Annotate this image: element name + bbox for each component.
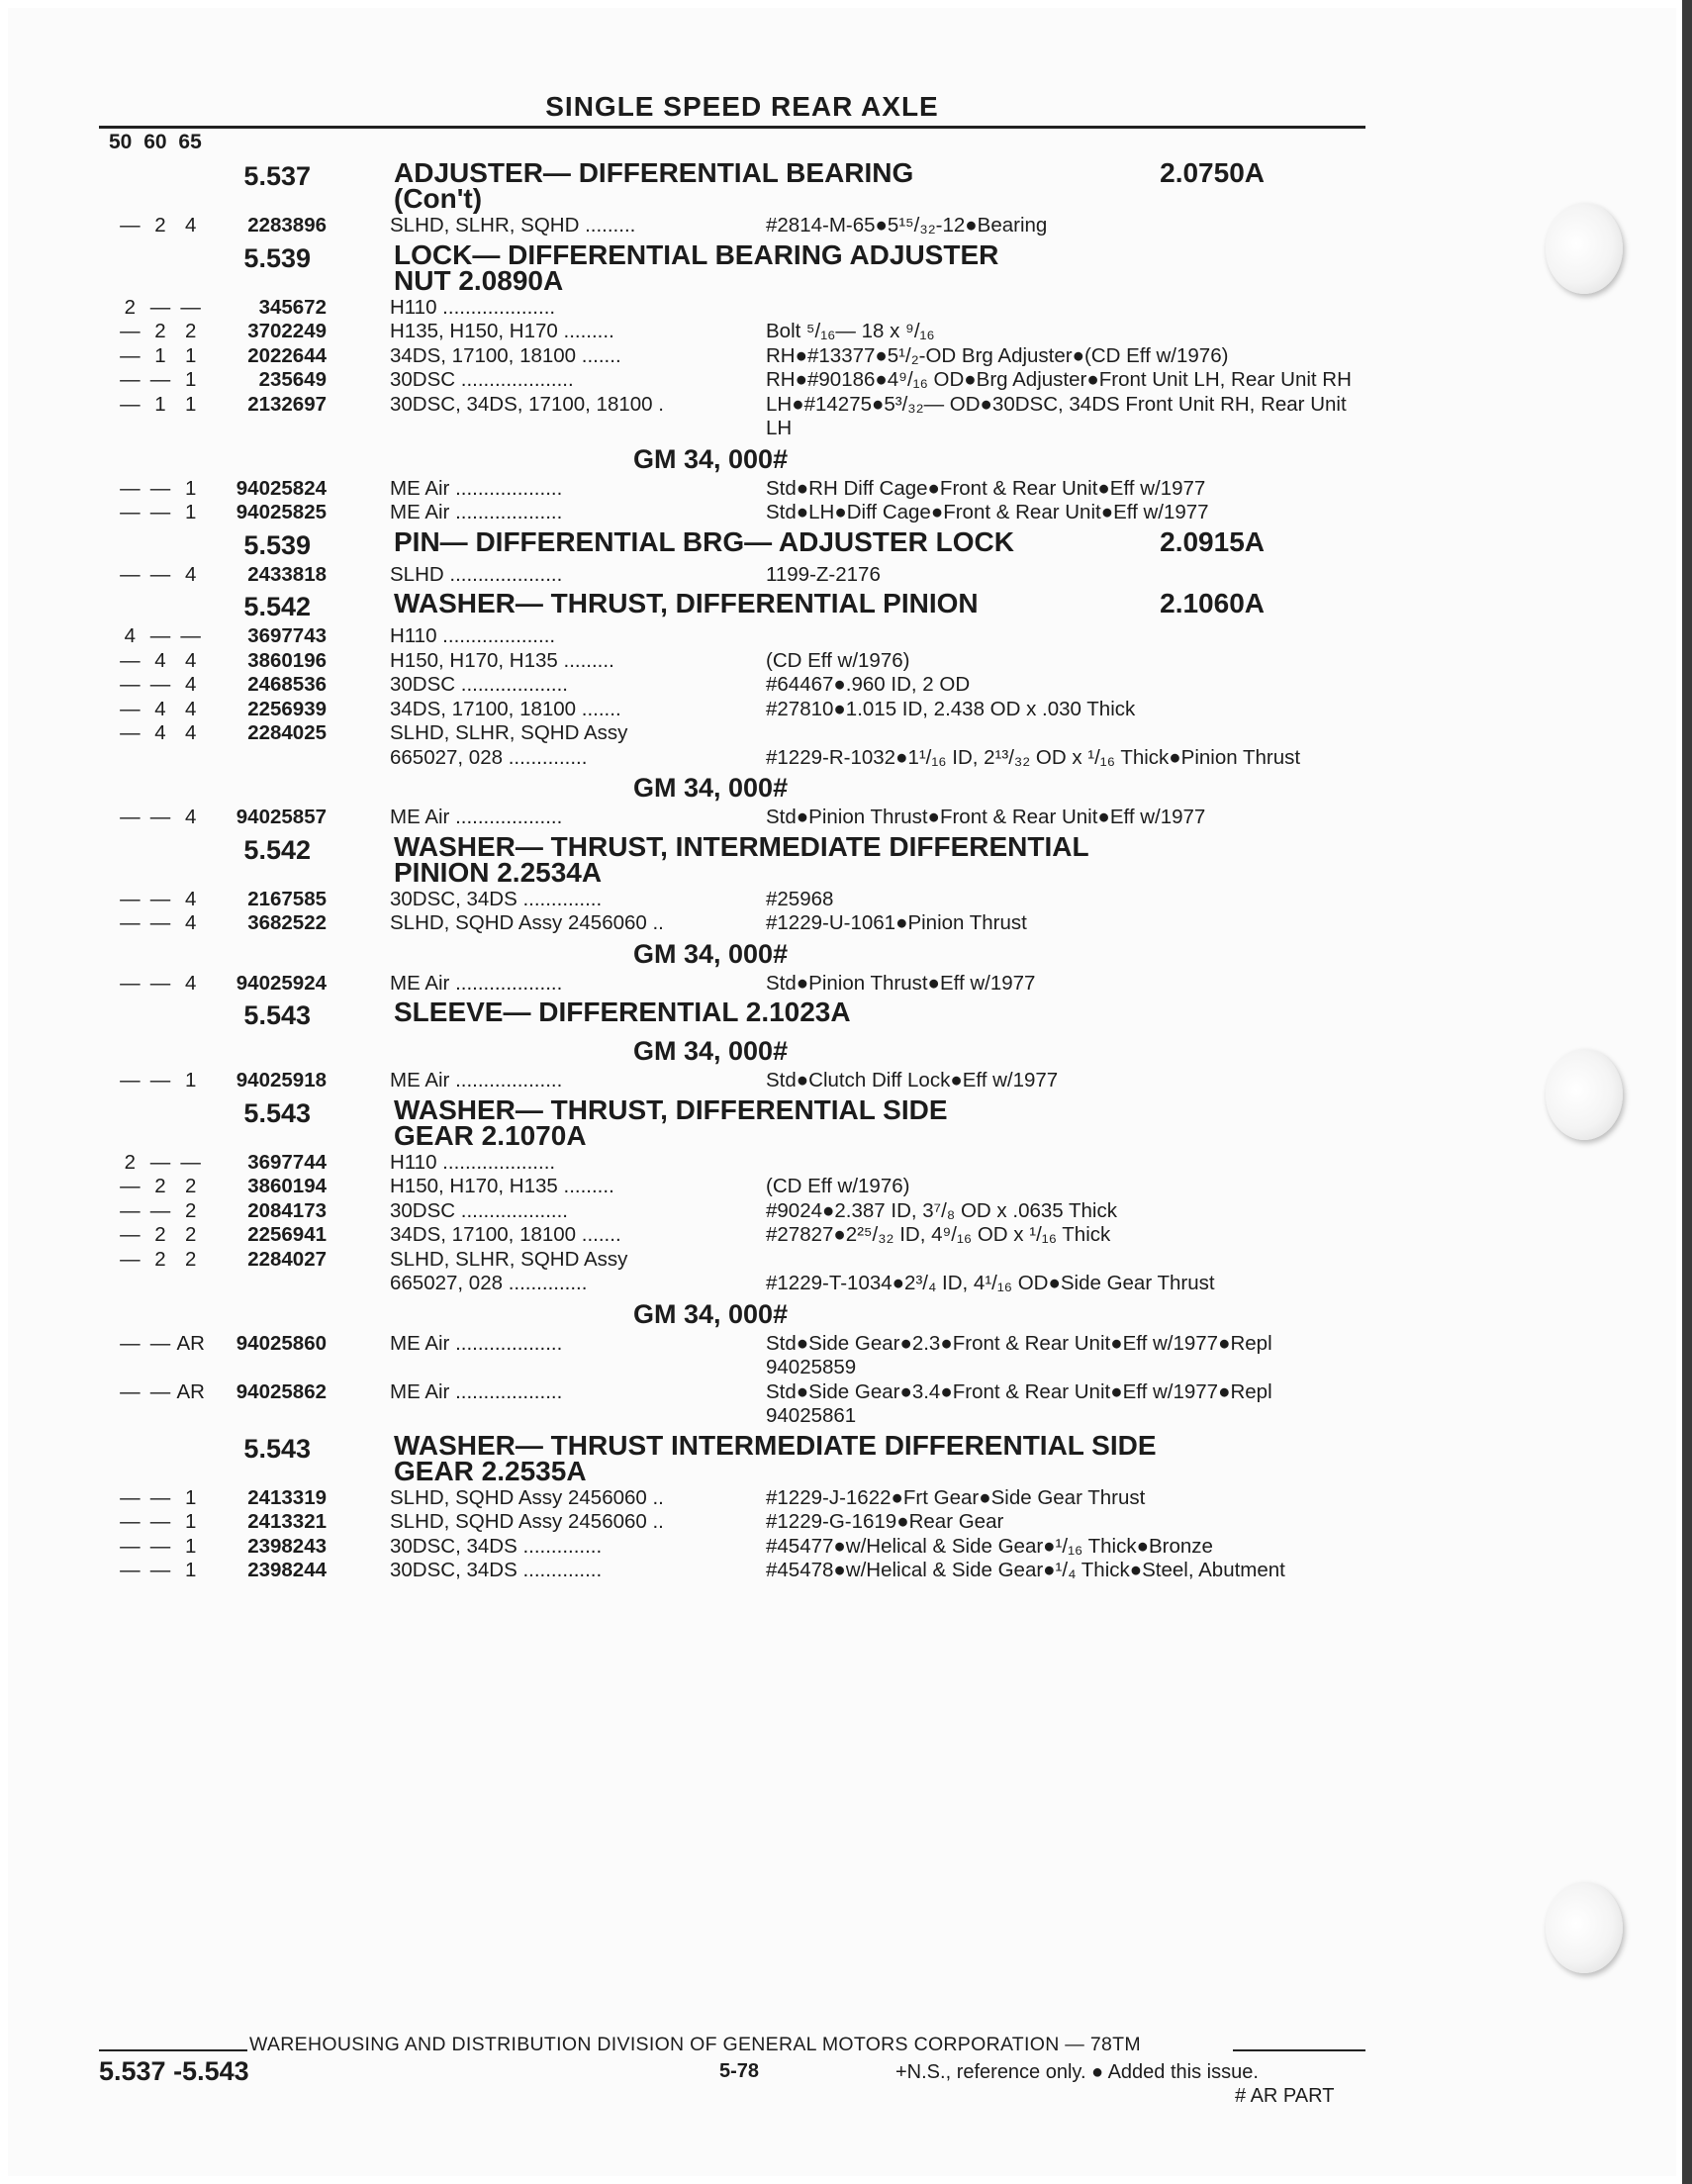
quantity-cell: —	[120, 697, 141, 720]
quantity-cell: —	[120, 320, 141, 342]
application: 30DSC ...................	[390, 673, 568, 696]
section-header	[0, 156, 1385, 214]
part-row	[0, 806, 1385, 830]
part-row	[0, 344, 1385, 369]
section-title-line1: SLEEVE— DIFFERENTIAL 2.1023A	[394, 997, 851, 1027]
part-row	[0, 1248, 1385, 1273]
footer-rule	[1233, 2049, 1365, 2051]
section-block	[0, 587, 1385, 830]
section-title-line1: WASHER— THRUST, DIFFERENTIAL PINION	[394, 588, 979, 618]
footer-section-range: 5.537 -5.543	[99, 2056, 249, 2086]
part-number: 3860194	[247, 1175, 327, 1197]
application: H135, H150, H170 .........	[390, 320, 614, 342]
section-number: 5.539	[243, 242, 311, 273]
quantity-cell: 1	[154, 343, 166, 367]
part-description: #1229-R-1032●1¹/₁₆ ID, 2¹³/₃₂ OD x ¹/₁₆ Thick●Pinion Thrust	[766, 745, 1301, 769]
application: SLHD ....................	[390, 562, 563, 586]
part-description: #2814-M-65●5¹⁵/₃₂-12●Bearing	[766, 214, 1048, 237]
quantity-cell: 1	[184, 368, 197, 391]
part-description	[766, 1248, 1360, 1273]
part-number: 94025862	[235, 1379, 327, 1403]
part-row	[0, 624, 1385, 649]
quantity-cell: 4	[184, 648, 197, 672]
quantity-cell: 1	[184, 476, 197, 500]
quantity-cell: —	[149, 368, 171, 391]
application: H110 ....................	[390, 624, 556, 647]
section-title-line1: WASHER— THRUST, DIFFERENTIAL SIDE	[394, 1093, 948, 1125]
part-row	[0, 1223, 1385, 1248]
part-number: 3860196	[247, 648, 327, 672]
part-number: 345672	[258, 295, 327, 319]
quantity-cell: —	[120, 673, 141, 696]
quantity-cell: 4	[154, 648, 166, 672]
part-description: LH●#14275●5³/₃₂— OD●30DSC, 34DS Front Unit RH, Rear Unit LH	[766, 392, 1347, 439]
quantity-cell: 2	[184, 1223, 197, 1246]
quantity-cell: —	[120, 721, 141, 744]
quantity-cell: 1	[184, 343, 197, 367]
footer-rule	[99, 2049, 247, 2051]
part-row	[0, 477, 1385, 502]
part-number: 94025918	[235, 1069, 327, 1092]
part-row	[0, 888, 1385, 912]
quantity-cell: —	[149, 887, 171, 910]
part-row	[0, 1559, 1385, 1583]
application: 30DSC, 34DS ..............	[390, 887, 603, 910]
quantity-cell: 4	[154, 721, 166, 744]
section-block	[0, 1429, 1385, 1583]
quantity-cell: —	[149, 1379, 171, 1403]
part-description: #64467●.960 ID, 2 OD	[766, 673, 971, 696]
part-description: Std●RH Diff Cage●Front & Rear Unit●Eff w/1977	[766, 476, 1206, 500]
quantity-cell: 1	[184, 1534, 197, 1558]
quantity-cell: 1	[184, 392, 197, 416]
application: 30DSC ...................	[390, 1198, 568, 1222]
quantity-cell: —	[149, 911, 171, 934]
quantity-cell: 1	[184, 1485, 197, 1509]
title-rule	[99, 126, 1365, 129]
binder-hole	[1546, 1882, 1623, 1973]
quantity-cell	[115, 746, 145, 771]
part-number: 235649	[258, 368, 327, 391]
quantity-cell: 2	[154, 1247, 166, 1271]
section-number: 5.542	[243, 834, 311, 865]
part-description	[766, 296, 1360, 321]
section-reference: 2.1060A	[1160, 588, 1265, 618]
quantity-cell: —	[149, 971, 171, 995]
quantity-cell: —	[149, 501, 171, 523]
quantity-cell: —	[120, 1534, 141, 1558]
part-row	[0, 1272, 1385, 1296]
section-title	[394, 1093, 1265, 1151]
part-number: 2132697	[247, 392, 327, 416]
application: H150, H170, H135 .........	[390, 1175, 614, 1197]
page-title: SINGLE SPEED REAR AXLE	[545, 91, 939, 122]
part-number: 2398244	[247, 1559, 327, 1581]
part-description: #27810●1.015 ID, 2.438 OD x .030 Thick	[766, 697, 1136, 720]
section-block	[0, 238, 1385, 525]
application: ME Air ...................	[390, 1379, 563, 1403]
section-title	[394, 238, 1265, 296]
quantity-cell	[115, 1272, 145, 1296]
quantity-cell: —	[120, 392, 141, 416]
quantity-cell: —	[120, 971, 141, 995]
quantity-cell: —	[120, 1069, 141, 1092]
section-header	[0, 525, 1385, 563]
part-row	[0, 698, 1385, 722]
gvw-subheading: GM 34, 000#	[633, 938, 789, 969]
quantity-cell: 2	[154, 320, 166, 342]
quantity-cell: 1	[184, 1559, 197, 1581]
section-title-line2: GEAR 2.1070A	[394, 1119, 587, 1151]
quantity-cell: —	[149, 1069, 171, 1092]
gvw-subheading: GM 34, 000#	[633, 443, 789, 474]
application: 34DS, 17100, 18100 .......	[390, 1223, 621, 1246]
section-block	[0, 830, 1385, 997]
application: 34DS, 17100, 18100 .......	[390, 343, 621, 367]
quantity-cell: —	[120, 368, 141, 391]
application: ME Air ...................	[390, 806, 563, 828]
application: SLHD, SQHD Assy 2456060 ..	[390, 911, 664, 934]
part-row	[0, 501, 1385, 525]
footer-publisher: WAREHOUSING AND DISTRIBUTION DIVISION OF GENERAL MOTORS CORPORATION — 78TM	[249, 2034, 1141, 2055]
application: 665027, 028 ..............	[390, 745, 588, 769]
quantity-cell: —	[120, 1379, 141, 1403]
quantity-cell: —	[180, 295, 201, 319]
application: 30DSC ....................	[390, 368, 574, 391]
quantity-cell: 4	[184, 806, 197, 828]
quantity-cell: 4	[184, 721, 197, 744]
parts-list	[0, 156, 1385, 1583]
quantity-cell: 2	[124, 295, 137, 319]
quantity-cell: —	[120, 214, 141, 237]
application: 30DSC, 34DS ..............	[390, 1559, 603, 1581]
section-title	[394, 1429, 1265, 1486]
quantity-cell: —	[149, 624, 171, 647]
quantity-cell: 4	[154, 697, 166, 720]
part-number: 3697743	[247, 624, 327, 647]
binder-hole	[1546, 203, 1623, 294]
section-title	[394, 588, 1265, 618]
part-description: Std●LH●Diff Cage●Front & Rear Unit●Eff w/1977	[766, 501, 1209, 523]
section-header	[0, 1429, 1385, 1486]
part-description: RH●#90186●4⁹/₁₆ OD●Brg Adjuster●Front Unit LH, Rear Unit RH	[766, 368, 1352, 391]
part-number: 94025825	[235, 501, 327, 523]
application: ME Air ...................	[390, 501, 563, 523]
part-number: 2468536	[247, 673, 327, 696]
part-number: 94025857	[235, 806, 327, 828]
gvw-subheading: GM 34, 000#	[633, 773, 789, 803]
section-header	[0, 238, 1385, 296]
section-header	[0, 1093, 1385, 1151]
part-number: 2284025	[247, 721, 327, 744]
part-description: #1229-J-1622●Frt Gear●Side Gear Thrust	[766, 1485, 1146, 1509]
section-title-line2: GEAR 2.2535A	[394, 1455, 587, 1486]
section-block	[0, 996, 1385, 1093]
part-number: 2413321	[247, 1510, 327, 1533]
part-row	[0, 1535, 1385, 1560]
part-number	[168, 1272, 390, 1296]
quantity-cell: —	[120, 562, 141, 586]
quantity-cell: —	[120, 1247, 141, 1271]
part-row	[0, 1199, 1385, 1224]
quantity-cell: 1	[184, 1069, 197, 1092]
section-reference: 2.0750A	[1160, 157, 1265, 188]
part-number: 2256939	[247, 697, 327, 720]
part-description: #1229-T-1034●2³/₄ ID, 4¹/₁₆ OD●Side Gear Thrust	[766, 1272, 1215, 1294]
part-row	[0, 1510, 1385, 1535]
quantity-cell: —	[120, 911, 141, 934]
part-number: 2022644	[247, 343, 327, 367]
part-row	[0, 649, 1385, 674]
quantity-cell: —	[120, 887, 141, 910]
part-number: 2167585	[247, 887, 327, 910]
footer-legend: +N.S., reference only. ● Added this issue.	[895, 2061, 1259, 2083]
part-description: #45477●w/Helical & Side Gear●¹/₁₆ Thick●Bronze	[766, 1534, 1213, 1558]
part-number: 2284027	[247, 1247, 327, 1271]
part-number: 2413319	[247, 1485, 327, 1509]
section-number: 5.543	[243, 1097, 311, 1128]
part-description: 1199-Z-2176	[766, 562, 881, 586]
section-block	[0, 156, 1385, 238]
quantity-cell: —	[149, 476, 171, 500]
part-number: 3697744	[247, 1150, 327, 1174]
section-title-line1: WASHER— THRUST, INTERMEDIATE DIFFERENTIAL	[394, 830, 1089, 862]
quantity-cell: 2	[184, 1175, 197, 1197]
quantity-cell: —	[120, 501, 141, 523]
section-title-line2: (Con't)	[394, 183, 483, 214]
quantity-cell: —	[149, 673, 171, 696]
binder-hole	[1546, 1049, 1623, 1140]
part-number: 2256941	[247, 1223, 327, 1246]
part-description: #25968	[766, 887, 834, 910]
section-title-line2: PINION 2.2534A	[394, 856, 603, 888]
part-row	[0, 1332, 1385, 1380]
part-number: 2398243	[247, 1534, 327, 1558]
part-description: #1229-U-1061●Pinion Thrust	[766, 911, 1027, 934]
model-year-columns: 50 60 65	[109, 131, 202, 153]
section-title-line1: LOCK— DIFFERENTIAL BEARING ADJUSTER	[394, 238, 999, 270]
part-row	[0, 1486, 1385, 1511]
quantity-cell: —	[149, 1150, 171, 1174]
application: H110 ....................	[390, 1150, 556, 1174]
part-description: Std●Pinion Thrust●Eff w/1977	[766, 971, 1036, 995]
part-number: 2433818	[247, 562, 327, 586]
part-number	[168, 746, 390, 771]
part-description: Bolt ⁵/₁₆— 18 x ⁹/₁₆	[766, 320, 935, 342]
application: 665027, 028 ..............	[390, 1272, 588, 1294]
section-number: 5.543	[243, 1000, 311, 1030]
part-row	[0, 1380, 1385, 1429]
quantity-cell: 2	[184, 1247, 197, 1271]
part-row	[0, 1151, 1385, 1176]
application: 30DSC, 34DS ..............	[390, 1534, 603, 1558]
section-block	[0, 525, 1385, 588]
application: SLHD, SQHD Assy 2456060 ..	[390, 1510, 664, 1533]
part-number: 94025824	[235, 476, 327, 500]
part-number: 3682522	[247, 911, 327, 934]
quantity-cell: 2	[154, 214, 166, 237]
part-number: 2084173	[247, 1198, 327, 1222]
section-block	[0, 1093, 1385, 1429]
quantity-cell: —	[120, 1331, 141, 1355]
quantity-cell: —	[120, 1485, 141, 1509]
part-description: RH●#13377●5¹/₂-OD Brg Adjuster●(CD Eff w/1976)	[766, 343, 1229, 367]
application: H150, H170, H135 .........	[390, 648, 614, 672]
part-description: (CD Eff w/1976)	[766, 648, 910, 672]
part-description: #9024●2.387 ID, 3⁷/₈ OD x .0635 Thick	[766, 1198, 1117, 1222]
section-number: 5.537	[243, 161, 311, 191]
quantity-cell: 2	[184, 1198, 197, 1222]
quantity-cell: 4	[184, 214, 197, 237]
part-number: 2283896	[247, 214, 327, 237]
quantity-cell: —	[149, 1331, 171, 1355]
section-title-line1: ADJUSTER— DIFFERENTIAL BEARING	[394, 157, 914, 188]
part-description: #45478●w/Helical & Side Gear●¹/₄ Thick●Steel, Abutment	[766, 1559, 1285, 1581]
part-row	[0, 563, 1385, 588]
quantity-cell: —	[120, 806, 141, 828]
application: ME Air ...................	[390, 476, 563, 500]
quantity-cell: 4	[184, 911, 197, 934]
quantity-cell: —	[149, 806, 171, 828]
part-row	[0, 296, 1385, 321]
part-number: 94025924	[235, 971, 327, 995]
part-description: Std●Clutch Diff Lock●Eff w/1977	[766, 1069, 1059, 1092]
quantity-cell: —	[149, 1559, 171, 1581]
application: ME Air ...................	[390, 1069, 563, 1092]
quantity-cell: —	[149, 562, 171, 586]
quantity-cell: 4	[184, 697, 197, 720]
application: ME Air ...................	[390, 1331, 563, 1355]
quantity-cell: 4	[184, 562, 197, 586]
part-description: Std●Side Gear●3.4●Front & Rear Unit●Eff w/1977●Repl 94025861	[766, 1379, 1272, 1427]
part-row	[0, 673, 1385, 698]
part-number: 3702249	[247, 320, 327, 342]
section-title-line1: WASHER— THRUST INTERMEDIATE DIFFERENTIAL SIDE	[394, 1429, 1157, 1461]
part-row	[0, 214, 1385, 238]
section-reference: 2.0915A	[1160, 525, 1265, 557]
quantity-cell: —	[120, 1223, 141, 1246]
part-description	[766, 1151, 1360, 1176]
part-row	[0, 746, 1385, 771]
footer-page-number: 5-78	[719, 2060, 760, 2082]
part-description	[766, 721, 1360, 746]
quantity-cell: —	[180, 624, 201, 647]
quantity-cell: —	[149, 1510, 171, 1533]
section-title-line1: PIN— DIFFERENTIAL BRG— ADJUSTER LOCK	[394, 525, 1014, 557]
part-row	[0, 972, 1385, 997]
application: SLHD, SLHR, SQHD Assy	[390, 721, 628, 744]
application: H110 ....................	[390, 295, 556, 319]
part-description: #27827●2²⁵/₃₂ ID, 4⁹/₁₆ OD x ¹/₁₆ Thick	[766, 1223, 1111, 1246]
quantity-cell: —	[120, 1559, 141, 1581]
application: ME Air ...................	[390, 971, 563, 995]
quantity-cell: —	[120, 343, 141, 367]
quantity-cell: —	[120, 476, 141, 500]
part-description: #1229-G-1619●Rear Gear	[766, 1510, 1004, 1533]
part-row	[0, 320, 1385, 344]
section-title	[394, 525, 1265, 557]
section-number: 5.539	[243, 529, 311, 560]
application: SLHD, SQHD Assy 2456060 ..	[390, 1485, 664, 1509]
page-edge-shadow	[1682, 0, 1692, 2184]
quantity-cell: 1	[184, 1510, 197, 1533]
application: SLHD, SLHR, SQHD .........	[390, 214, 636, 237]
quantity-cell: —	[149, 1485, 171, 1509]
application: 34DS, 17100, 18100 .......	[390, 697, 621, 720]
quantity-cell: AR	[176, 1331, 205, 1355]
application: SLHD, SLHR, SQHD Assy	[390, 1247, 628, 1271]
quantity-cell: 2	[154, 1175, 166, 1197]
quantity-cell: —	[149, 1534, 171, 1558]
footer-legend-ar: # AR PART	[1235, 2085, 1335, 2107]
gvw-subheading: GM 34, 000#	[633, 1298, 789, 1329]
section-header	[0, 830, 1385, 888]
quantity-cell: 2	[154, 1223, 166, 1246]
quantity-cell: —	[149, 295, 171, 319]
section-header	[0, 996, 1385, 1033]
quantity-cell: —	[120, 1175, 141, 1197]
part-description: Std●Pinion Thrust●Front & Rear Unit●Eff w/1977	[766, 806, 1206, 828]
quantity-cell: AR	[176, 1379, 205, 1403]
part-row	[0, 393, 1385, 441]
section-title	[394, 830, 1265, 888]
quantity-cell: 4	[184, 673, 197, 696]
quantity-cell: —	[180, 1150, 201, 1174]
quantity-cell: —	[120, 1510, 141, 1533]
part-row	[0, 368, 1385, 393]
quantity-cell: 4	[184, 971, 197, 995]
quantity-cell: 2	[124, 1150, 137, 1174]
quantity-cell: 2	[184, 320, 197, 342]
gvw-subheading: GM 34, 000#	[633, 1036, 789, 1066]
section-title	[394, 999, 1265, 1025]
section-title	[394, 157, 1265, 214]
section-number: 5.542	[243, 592, 311, 621]
application: 30DSC, 34DS, 17100, 18100 .	[390, 392, 664, 416]
quantity-cell: 1	[154, 392, 166, 416]
quantity-cell: —	[149, 1198, 171, 1222]
quantity-cell: —	[120, 1198, 141, 1222]
quantity-cell: 4	[124, 624, 137, 647]
section-header	[0, 587, 1385, 624]
part-description	[766, 624, 1360, 649]
part-description: (CD Eff w/1976)	[766, 1175, 910, 1197]
quantity-cell: 4	[184, 887, 197, 910]
part-row	[0, 721, 1385, 746]
quantity-cell: —	[120, 648, 141, 672]
part-row	[0, 1069, 1385, 1093]
section-title-line2: NUT 2.0890A	[394, 264, 564, 296]
part-row	[0, 911, 1385, 936]
part-description: Std●Side Gear●2.3●Front & Rear Unit●Eff w/1977●Repl 94025859	[766, 1331, 1272, 1378]
quantity-cell: 1	[184, 501, 197, 523]
part-number: 94025860	[235, 1331, 327, 1355]
part-row	[0, 1175, 1385, 1199]
section-number: 5.543	[243, 1433, 311, 1464]
